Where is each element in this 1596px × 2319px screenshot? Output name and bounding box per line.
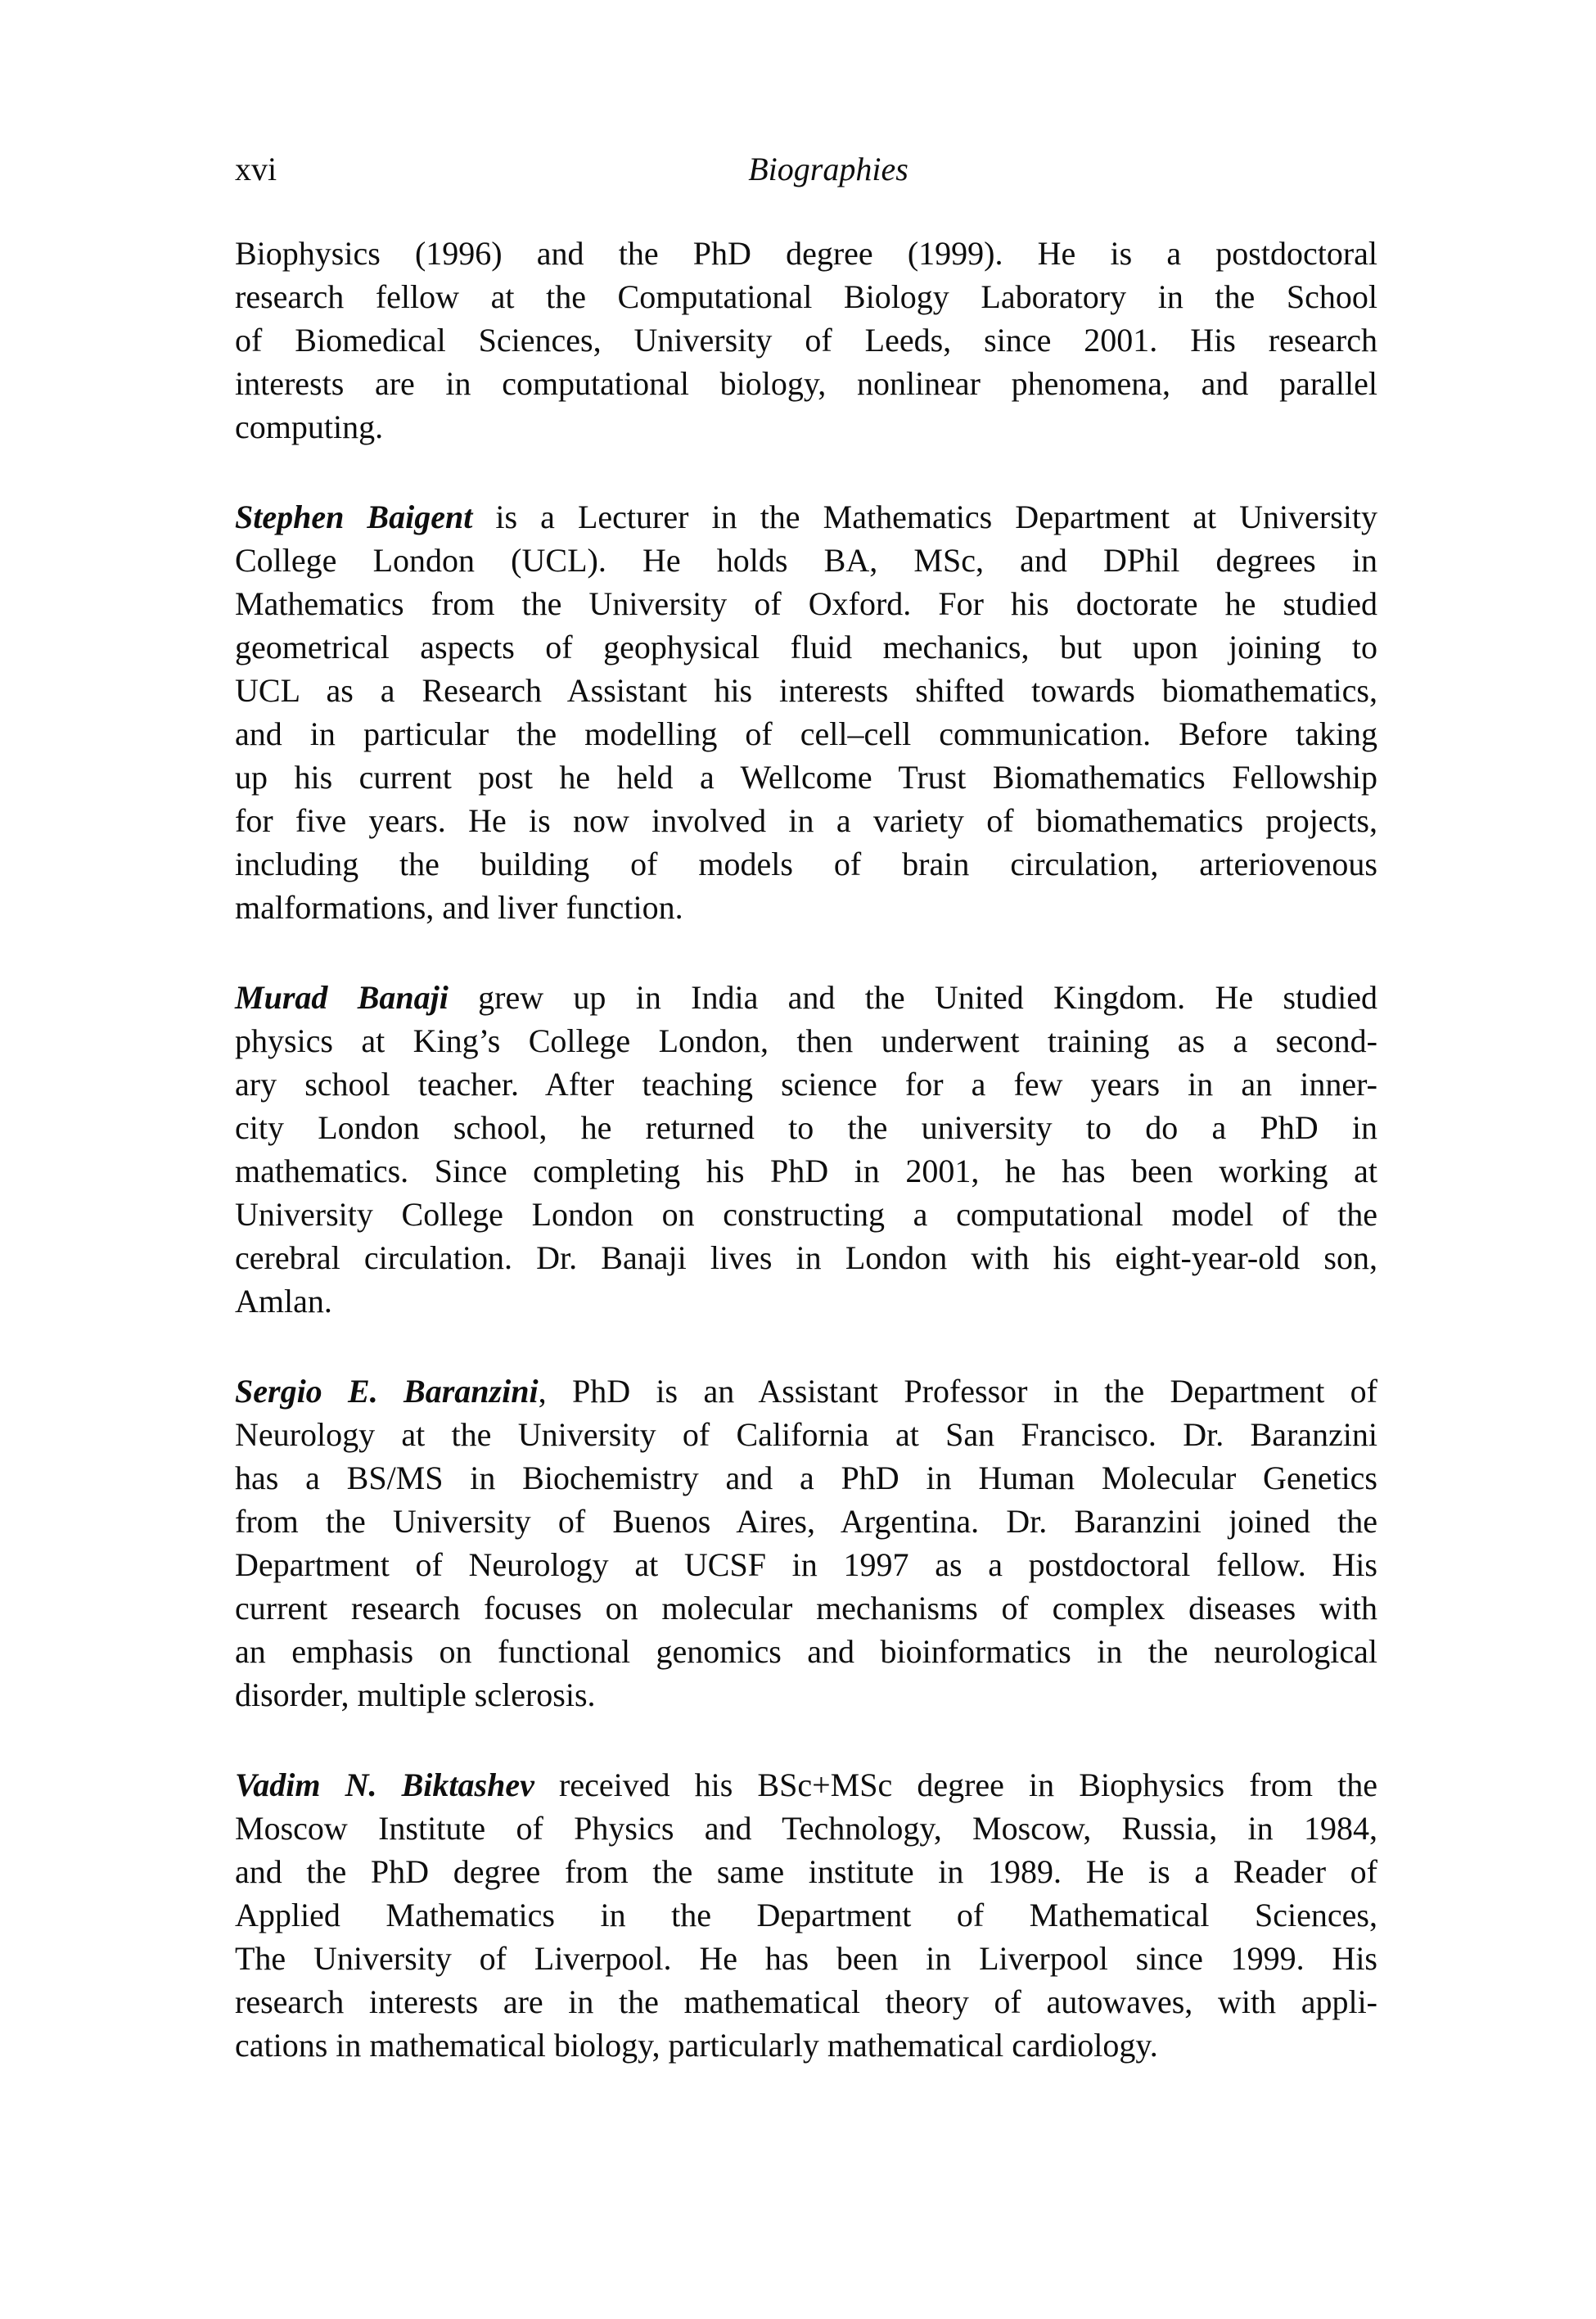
bio-name: Murad Banaji <box>235 979 449 1016</box>
biography-paragraph <box>235 1763 1377 2067</box>
text-line: Applied Mathematics in the Department of Mathematical Sciences, <box>235 1897 1377 1933</box>
text-line <box>235 495 1377 539</box>
text-line: an emphasis on functional genomics and bioinformatics in the neurological <box>235 1633 1377 1670</box>
text-line: ary school teacher. After teaching science for a few years in an inner- <box>235 1066 1377 1103</box>
text-line: of Biomedical Sciences, University of Leeds, since 2001. His research <box>235 322 1377 359</box>
text-line: interests are in computational biology, nonlinear phenomena, and parallel <box>235 365 1377 402</box>
text-line: has a BS/MS in Biochemistry and a PhD in Human Molecular Genetics <box>235 1460 1377 1496</box>
text-line: research interests are in the mathematical theory of autowaves, with appli- <box>235 1983 1377 2020</box>
text-line: city London school, he returned to the university to do a PhD in <box>235 1109 1377 1146</box>
page-number: xvi <box>235 151 277 187</box>
text-run: , PhD is an Assistant Professor in the Department of <box>538 1373 1377 1410</box>
text-column <box>235 147 1377 2067</box>
text-line: Biophysics (1996) and the PhD degree (1999). He is a postdoctoral <box>235 235 1377 272</box>
text-line: Department of Neurology at UCSF in 1997 as a postdoctoral fellow. His <box>235 1546 1377 1583</box>
text-line: up his current post he held a Wellcome Trust Biomathematics Fellowship <box>235 759 1377 796</box>
page-title: Biographies <box>748 151 908 187</box>
text-line: malformations, and liver function. <box>235 889 683 926</box>
bio-name: Vadim N. Biktashev <box>235 1766 534 1803</box>
text-line: from the University of Buenos Aires, Argentina. Dr. Baranzini joined the <box>235 1503 1377 1540</box>
running-header <box>235 147 1377 191</box>
text-run: received his BSc+MSc degree in Biophysics from the <box>534 1766 1377 1803</box>
text-run: grew up in India and the United Kingdom. He studied <box>448 979 1377 1016</box>
text-line: University College London on constructing a computational model of the <box>235 1196 1377 1233</box>
text-line: current research focuses on molecular mechanisms of complex diseases with <box>235 1590 1377 1626</box>
text-run: is a Lecturer in the Mathematics Department at University <box>472 499 1377 535</box>
biography-paragraph <box>235 232 1377 449</box>
text-line: research fellow at the Computational Biology Laboratory in the School <box>235 278 1377 315</box>
biography-paragraph <box>235 976 1377 1323</box>
biography-paragraph <box>235 1369 1377 1717</box>
text-line <box>235 1763 1377 1807</box>
text-line: and in particular the modelling of cell–cell communication. Before taking <box>235 715 1377 752</box>
text-line: Mathematics from the University of Oxford. For his doctorate he studied <box>235 585 1377 622</box>
bio-name: Sergio E. Baranzini <box>235 1373 539 1410</box>
biography-paragraph <box>235 495 1377 929</box>
text-line <box>235 976 1377 1019</box>
text-line: disorder, multiple sclerosis. <box>235 1676 596 1713</box>
text-line: computing. <box>235 408 384 445</box>
text-line: geometrical aspects of geophysical fluid mechanics, but upon joining to <box>235 629 1377 665</box>
text-line: The University of Liverpool. He has been in Liverpool since 1999. His <box>235 1940 1377 1977</box>
text-line: cerebral circulation. Dr. Banaji lives in London with his eight-year-old son, <box>235 1239 1377 1276</box>
text-line: UCL as a Research Assistant his interests shifted towards biomathematics, <box>235 672 1377 709</box>
text-line: Amlan. <box>235 1283 332 1320</box>
text-line: physics at King’s College London, then underwent training as a second- <box>235 1022 1377 1059</box>
text-line: Neurology at the University of California at San Francisco. Dr. Baranzini <box>235 1416 1377 1453</box>
text-line: cations in mathematical biology, particularly mathematical cardiology. <box>235 2027 1158 2064</box>
text-line: and the PhD degree from the same institute in 1989. He is a Reader of <box>235 1853 1377 1890</box>
text-line: College London (UCL). He holds BA, MSc, and DPhil degrees in <box>235 542 1377 579</box>
bio-name: Stephen Baigent <box>235 499 473 535</box>
text-line: mathematics. Since completing his PhD in 2001, he has been working at <box>235 1153 1377 1189</box>
text-line <box>235 1369 1377 1413</box>
text-line: for five years. He is now involved in a variety of biomathematics projects, <box>235 802 1377 839</box>
text-line: Moscow Institute of Physics and Technology, Moscow, Russia, in 1984, <box>235 1810 1377 1847</box>
text-line: including the building of models of brain circulation, arteriovenous <box>235 846 1377 882</box>
